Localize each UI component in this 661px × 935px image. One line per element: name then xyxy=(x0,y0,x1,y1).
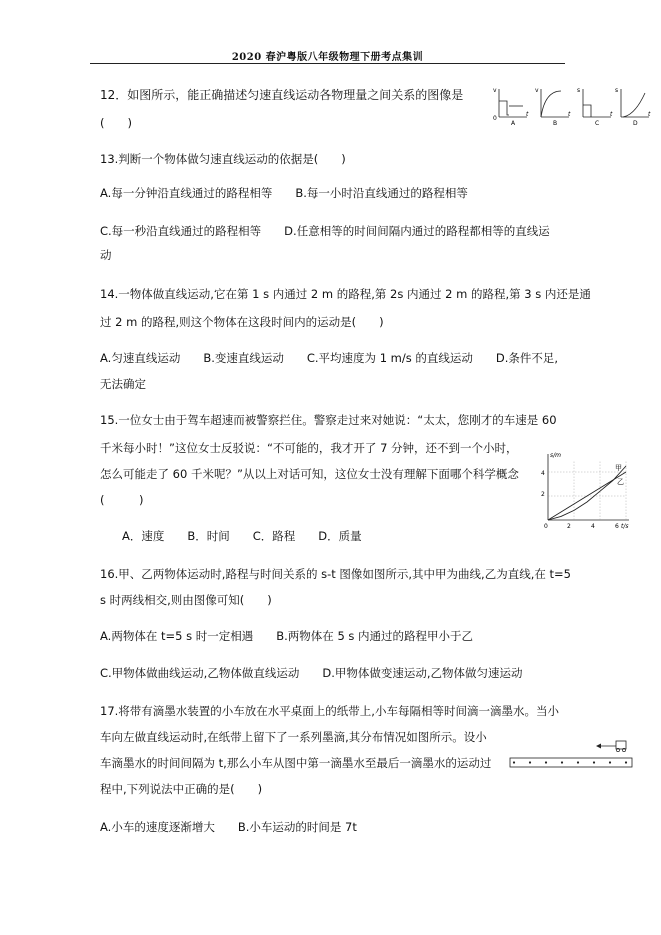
st-graph-ytick-2: 2 xyxy=(541,491,545,498)
page-header: 2020 春沪粤版八年级物理下册考点集训 xyxy=(231,52,424,63)
q12-graph-c-xlabel: t xyxy=(610,111,613,118)
st-graph-xtick-0: 0 xyxy=(544,523,548,530)
q12-graph-a-origin: 0 xyxy=(493,115,497,122)
q16-stem-2: s 时两线相交,则由图像可知( ) xyxy=(100,593,272,607)
ink-drop xyxy=(561,761,563,763)
q12-graph-c-ylabel: s xyxy=(577,87,581,94)
q12-graph-c xyxy=(577,87,613,127)
q17-options-ab: A.小车的速度逐渐增大 B.小车运动的时间是 7t xyxy=(100,820,357,834)
q16-options-ab: A.两物体在 t=5 s 时一定相遇 B.两物体在 5 s 内通过的路程甲小于乙 xyxy=(100,629,474,643)
q16-options-cd: C.甲物体做曲线运动,乙物体做直线运动 D.甲物体做变速运动,乙物体做匀速运动 xyxy=(100,666,523,680)
q12-answer-paren: ( ) xyxy=(100,116,132,130)
st-graph-label-jia: 甲 xyxy=(615,464,622,472)
q14-stem-1: 14.一物体做直线运动,它在第 1 s 内通过 2 m 的路程,第 2s 内通过 2 m 的路程,第 3 s 内还是通 xyxy=(100,287,591,301)
q13-options-cd: C.每一秒沿直线通过的路程相等 D.任意相等的时间间隔内通过的路程都相等的直线运 xyxy=(100,224,550,238)
st-graph-label-yi: 乙 xyxy=(617,478,624,486)
st-graph-ylabel: s/m xyxy=(550,452,561,459)
ink-drop xyxy=(593,761,595,763)
q12-stem: 12．如图所示，能正确描述匀速直线运动各物理量之间关系的图像是 xyxy=(100,88,464,102)
q13-stem: 13.判断一个物体做匀速直线运动的依据是( ) xyxy=(100,152,346,166)
q12-graph-a xyxy=(493,87,529,127)
q15-stem-3: 怎么可能走了 60 千米呢？”从以上对话可知，这位女士没有理解下面哪个科学概念 xyxy=(100,467,519,481)
q12-graph-d xyxy=(615,87,651,127)
q12-graph-b-option: B xyxy=(553,120,558,127)
q12-graph-c-option: C xyxy=(595,120,600,127)
toy-car xyxy=(616,741,626,749)
st-graph xyxy=(533,448,635,530)
direction-arrow-head xyxy=(596,744,601,749)
ink-drop xyxy=(513,761,515,763)
q17-stem-1: 17.将带有滴墨水装置的小车放在水平桌面上的纸带上,小车每隔相等时间滴一滴墨水。当小 xyxy=(100,704,559,718)
q14-stem-2: 过 2 m 的路程,则这个物体在这段时间内的运动是( ) xyxy=(100,315,384,329)
q12-graph-a-option: A xyxy=(511,120,516,127)
q14-options: A.匀速直线运动 B.变速直线运动 C.平均速度为 1 m/s 的直线运动 D.条件不足, xyxy=(100,351,559,365)
q12-graph-b-xlabel: t xyxy=(568,111,571,118)
q15-options: A．速度 B．时间 C．路程 D．质量 xyxy=(122,529,362,543)
st-graph-xtick-2: 2 xyxy=(567,523,571,530)
st-graph-xlabel: t/s xyxy=(621,523,629,530)
ink-drop xyxy=(625,761,627,763)
q12-graph-b-ylabel: v xyxy=(535,87,539,94)
header-rule xyxy=(90,63,565,64)
paper-tape xyxy=(510,758,632,767)
q17-stem-4: 程中,下列说法中正确的是( ) xyxy=(100,782,263,796)
q12-graph-d-xlabel: t xyxy=(648,111,651,118)
q12-graph-d-ylabel: s xyxy=(615,87,619,94)
st-graph-ytick-4: 4 xyxy=(541,470,545,477)
st-graph-series-jia xyxy=(548,466,626,520)
q13-options-ab: A.每一分钟沿直线通过的路程相等 B.每一小时沿直线通过的路程相等 xyxy=(100,186,468,200)
q12-graph-d-option: D xyxy=(633,120,638,127)
q14-options-cont: 无法确定 xyxy=(100,377,146,391)
q16-stem-1: 16.甲、乙两物体运动时,路程与时间关系的 s-t 图像如图所示,其中甲为曲线,乙为直线,在 t=5 xyxy=(100,567,571,581)
ink-drop xyxy=(609,761,611,763)
ink-drop xyxy=(577,761,579,763)
ink-tape-figure xyxy=(508,738,636,772)
st-graph-xtick-6: 6 xyxy=(615,523,619,530)
q12-graphs xyxy=(485,85,655,127)
q17-stem-2: 车向左做直线运动时,在纸带上留下了一系列墨滴,其分布情况如图所示。设小 xyxy=(100,730,487,744)
q17-stem-3: 车滴墨水的时间间隔为 t,那么小车从图中第一滴墨水至最后一滴墨水的运动过 xyxy=(100,756,492,770)
ink-drop xyxy=(529,761,531,763)
q15-stem-2: 千米每小时！”这位女士反驳说：“不可能的，我才开了 7 分钟，还不到一个小时， xyxy=(100,441,518,455)
q15-answer-paren: ( ) xyxy=(100,493,144,507)
q12-graph-a-xlabel: t xyxy=(526,111,529,118)
ink-drop xyxy=(545,761,547,763)
q12-graph-b xyxy=(535,87,571,127)
q12-graph-a-ylabel: v xyxy=(493,87,497,94)
q15-stem-1: 15.一位女士由于驾车超速而被警察拦住。警察走过来对她说：“太太，您刚才的车速是 60 xyxy=(100,413,557,427)
st-graph-xtick-4: 4 xyxy=(591,523,595,530)
q13-options-cd-cont: 动 xyxy=(100,248,112,262)
